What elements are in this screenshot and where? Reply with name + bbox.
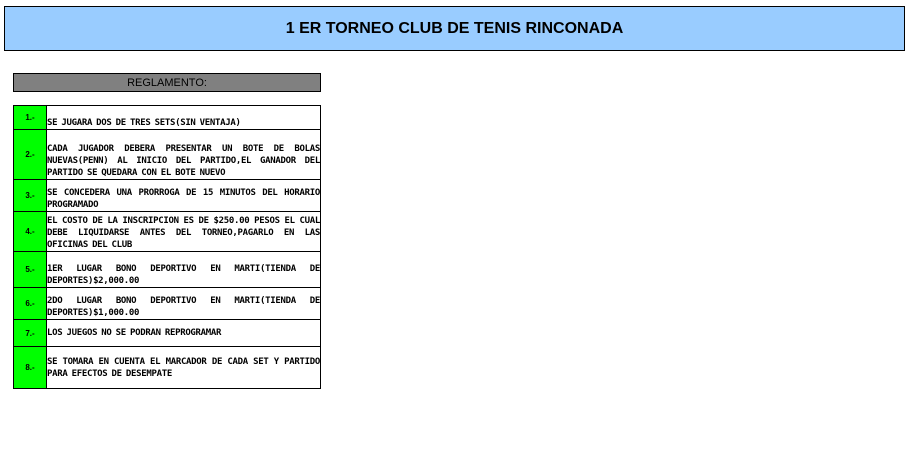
rule-number: 7.- (14, 320, 47, 347)
rule-text: 2DO LUGAR BONO DEPORTIVO EN MARTI(TIENDA DE DEPORTES)$1,000.00 (47, 288, 321, 320)
rule-text: CADA JUGADOR DEBERA PRESENTAR UN BOTE DE BOLAS NUEVAS(PENN) AL INICIO DEL PARTIDO,EL GANADOR DEL PARTIDO SE QUEDARA CON EL BOTE NUEVO (47, 130, 321, 180)
table-row (14, 288, 321, 320)
table-row (14, 320, 321, 347)
rule-text: SE CONCEDERA UNA PRORROGA DE 15 MINUTOS DEL HORARIO PROGRAMADO (47, 180, 321, 212)
table-row (14, 252, 321, 288)
rule-text: 1ER LUGAR BONO DEPORTIVO EN MARTI(TIENDA DE DEPORTES)$2,000.00 (47, 252, 321, 288)
table-row (14, 347, 321, 389)
table-row (14, 212, 321, 252)
rule-number: 1.- (14, 106, 47, 130)
rule-text: LOS JUEGOS NO SE PODRAN REPROGRAMAR (47, 320, 321, 347)
table-row (14, 106, 321, 130)
rule-text: SE JUGARA DOS DE TRES SETS(SIN VENTAJA) (47, 106, 321, 130)
table-row (14, 130, 321, 180)
rule-number: 8.- (14, 347, 47, 389)
rule-text: EL COSTO DE LA INSCRIPCION ES DE $250.00 PESOS EL CUAL DEBE LIQUIDARSE ANTES DEL TORNEO,PAGARLO EN LAS OFICINAS DEL CLUB (47, 212, 321, 252)
rule-number: 3.- (14, 180, 47, 212)
tournament-title: 1 ER TORNEO CLUB DE TENIS RINCONADA (4, 6, 905, 51)
rule-number: 2.- (14, 130, 47, 180)
rule-number: 6.- (14, 288, 47, 320)
rules-table (13, 105, 321, 389)
rule-number: 4.- (14, 212, 47, 252)
table-row (14, 180, 321, 212)
reglamento-header: REGLAMENTO: (13, 73, 321, 92)
rule-number: 5.- (14, 252, 47, 288)
rule-text: SE TOMARA EN CUENTA EL MARCADOR DE CADA SET Y PARTIDO PARA EFECTOS DE DESEMPATE (47, 347, 321, 389)
